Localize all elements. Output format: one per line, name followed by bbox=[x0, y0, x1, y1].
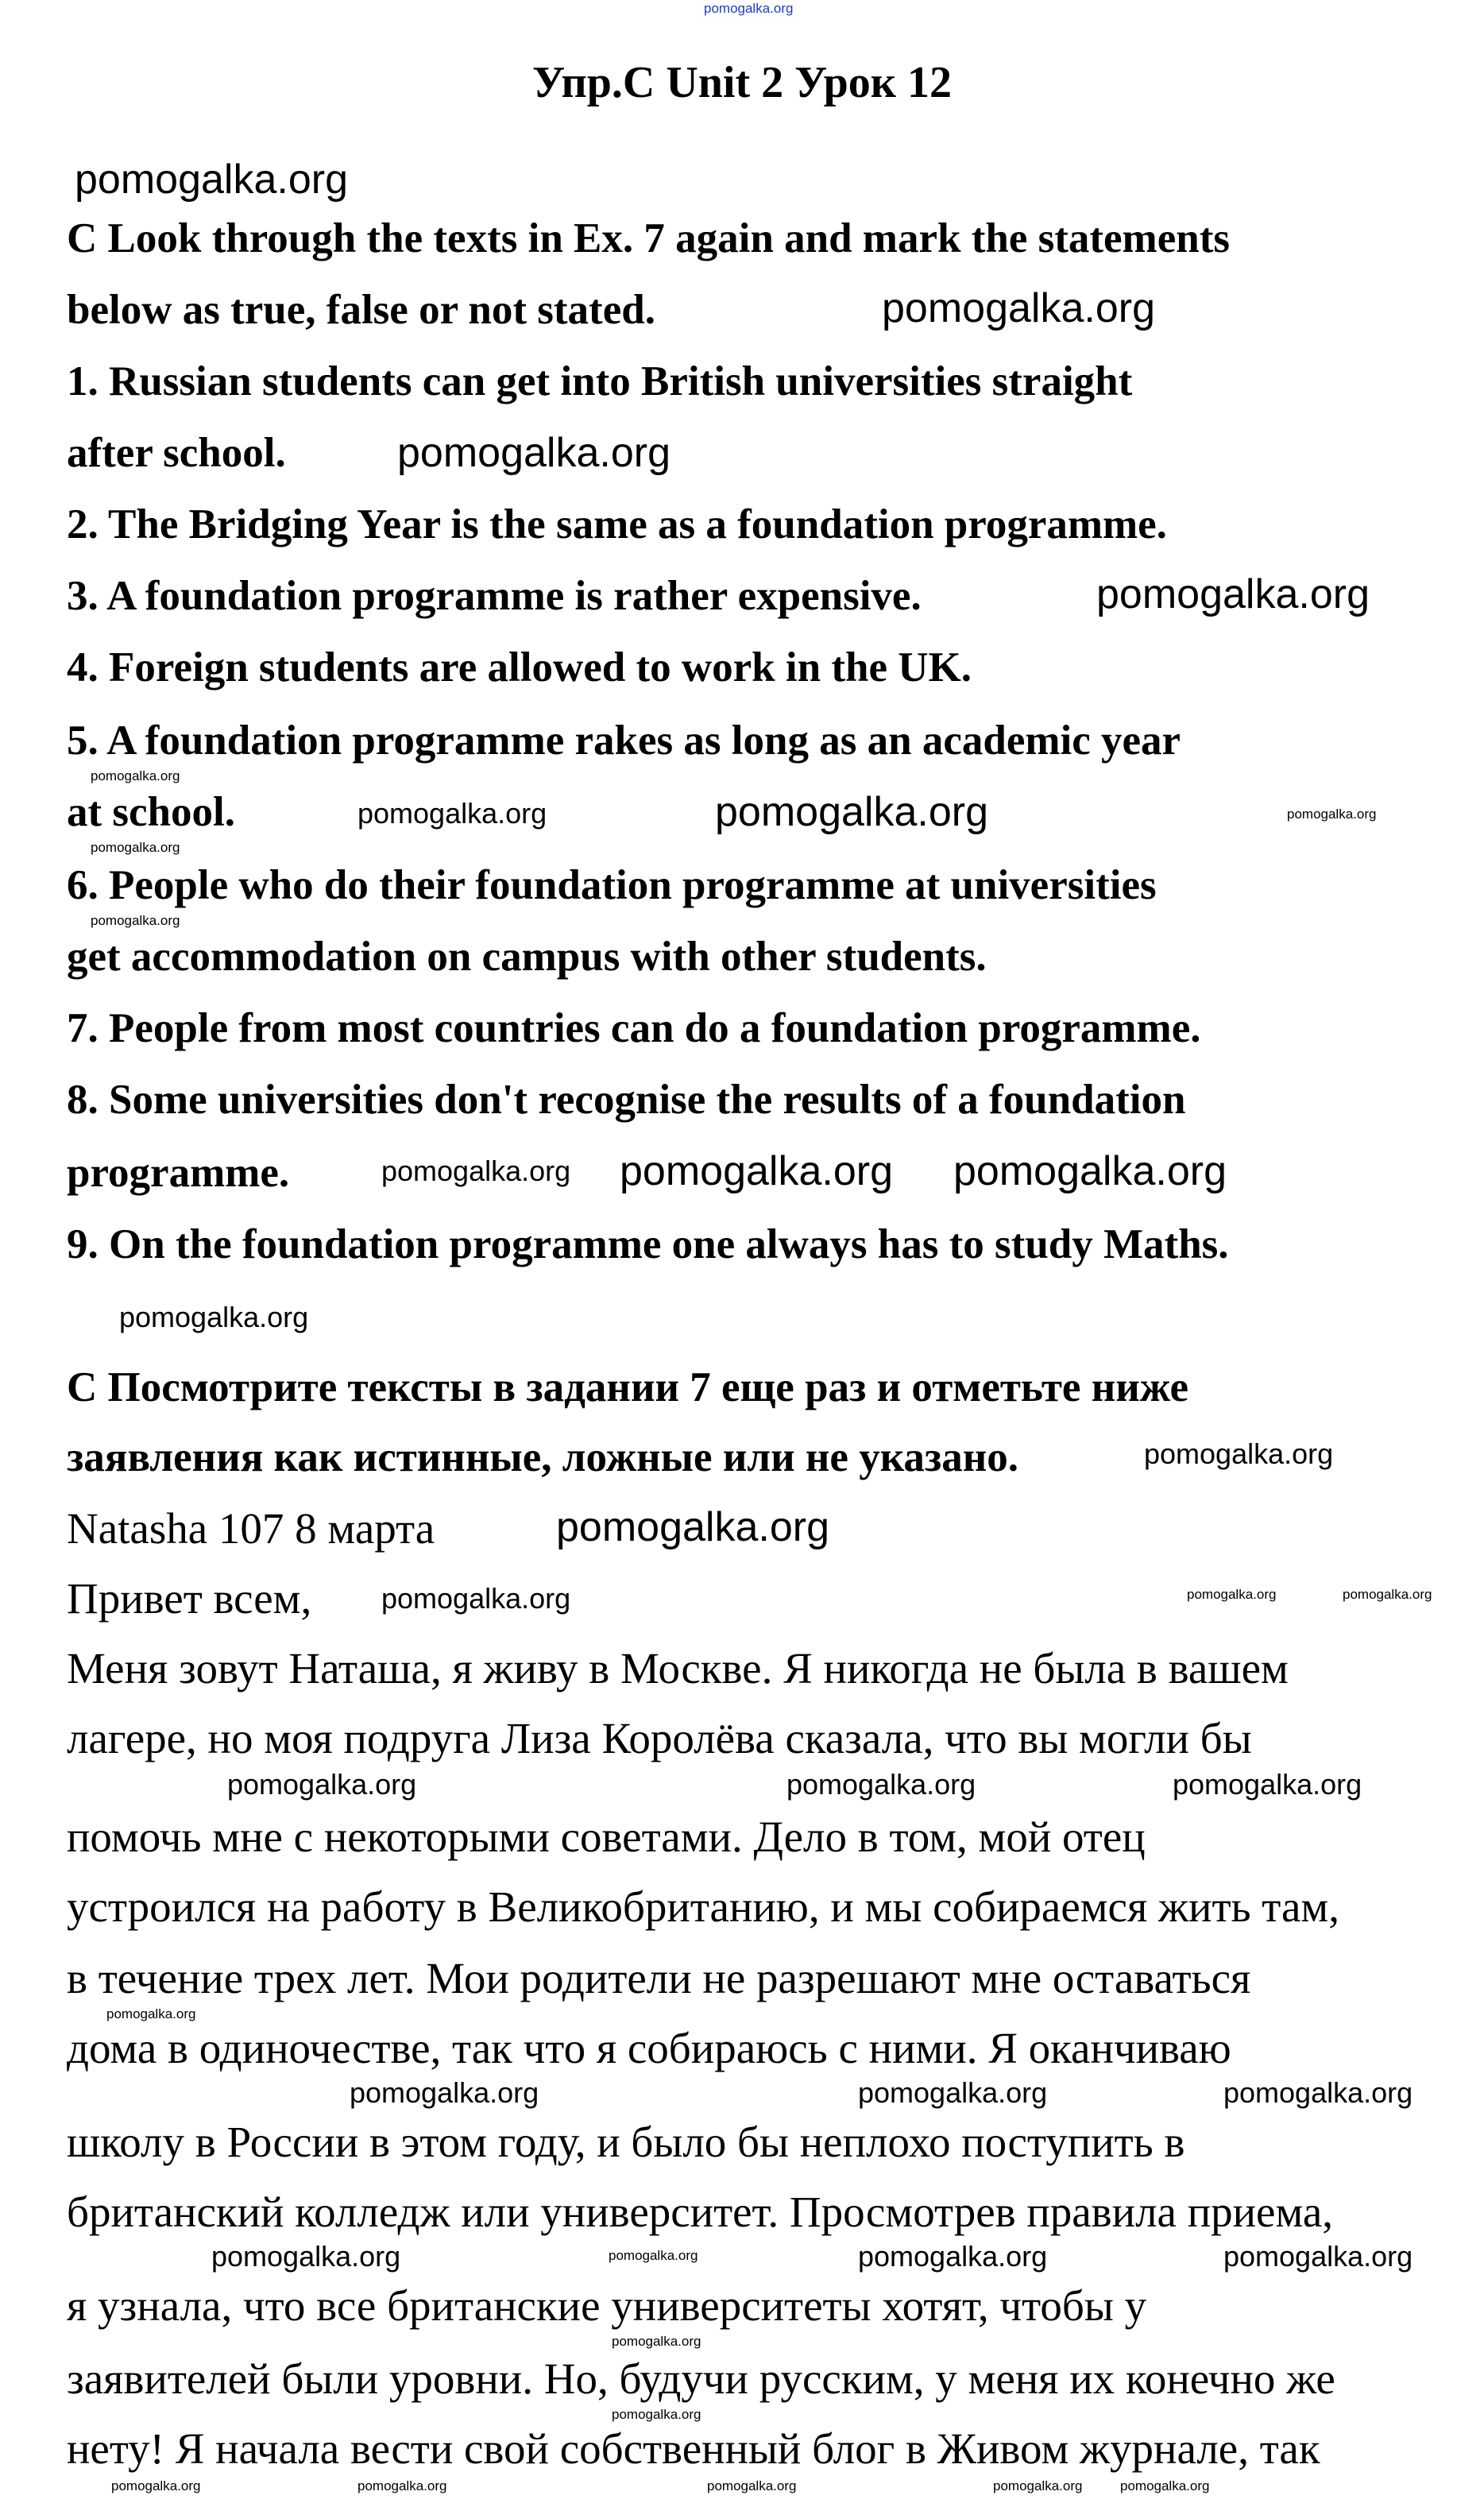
body-line: Меня зовут Наташа, я живу в Москве. Я никогда не была в вашем bbox=[67, 1644, 1289, 1693]
watermark: pomogalka.org bbox=[858, 2076, 1048, 2109]
watermark: pomogalka.org bbox=[1120, 2478, 1210, 2493]
statement-line: 9. On the foundation programme one always has to study Maths. bbox=[67, 1221, 1229, 1267]
watermark: pomogalka.org bbox=[397, 430, 671, 476]
watermark: pomogalka.org bbox=[1223, 2076, 1413, 2109]
body-line: школу в России в этом году, и было бы неплохо поступить в bbox=[67, 2118, 1185, 2166]
statement-line: 6. People who do their foundation programme at universities bbox=[67, 862, 1157, 908]
watermark: pomogalka.org bbox=[381, 1155, 571, 1187]
watermark: pomogalka.org bbox=[357, 2478, 447, 2493]
watermark: pomogalka.org bbox=[119, 1301, 309, 1333]
statement-line: after school. bbox=[67, 430, 286, 476]
watermark: pomogalka.org bbox=[1223, 2240, 1413, 2273]
watermark: pomogalka.org bbox=[1287, 807, 1377, 822]
watermark: pomogalka.org bbox=[953, 1148, 1227, 1194]
watermark: pomogalka.org bbox=[75, 157, 348, 203]
watermark: pomogalka.org bbox=[882, 285, 1155, 331]
statement-line: 2. The Bridging Year is the same as a foundation programme. bbox=[67, 501, 1167, 547]
body-line: британский колледж или университет. Просмотрев правила приема, bbox=[67, 2188, 1334, 2236]
statement-line: get accommodation on campus with other students. bbox=[67, 934, 987, 980]
body-line: заявителей были уровни. Но, будучи русским, у меня их конечно же bbox=[67, 2354, 1335, 2403]
translation-heading: заявления как истинные, ложные или не указано. bbox=[67, 1434, 1019, 1480]
statement-line: at school. bbox=[67, 789, 235, 835]
watermark: pomogalka.org bbox=[211, 2240, 401, 2273]
body-line: помочь мне с некоторыми советами. Дело в том, мой отец bbox=[67, 1812, 1146, 1861]
statement-line: programme. bbox=[67, 1150, 290, 1196]
watermark: pomogalka.org bbox=[106, 2006, 196, 2021]
statement-line: 4. Foreign students are allowed to work in the UK. bbox=[67, 644, 972, 691]
watermark: pomogalka.org bbox=[858, 2240, 1048, 2273]
exercise-instruction: below as true, false or not stated. bbox=[67, 287, 655, 333]
watermark: pomogalka.org bbox=[350, 2076, 539, 2109]
statement-line: 8. Some universities don't recognise the results of a foundation bbox=[67, 1077, 1186, 1123]
statement-line: 7. People from most countries can do a foundation programme. bbox=[67, 1005, 1201, 1051]
body-line: я узнала, что все британские университеты хотят, чтобы у bbox=[67, 2281, 1147, 2330]
statement-line: 5. A foundation programme rakes as long as an academic year bbox=[67, 718, 1181, 764]
statement-line: 3. A foundation programme is rather expensive. bbox=[67, 573, 922, 619]
watermark: pomogalka.org bbox=[1343, 1587, 1432, 1602]
watermark: pomogalka.org bbox=[1187, 1587, 1277, 1602]
watermark: pomogalka.org bbox=[993, 2478, 1083, 2493]
body-line: устроился на работу в Великобританию, и мы собираемся жить там, bbox=[67, 1882, 1339, 1931]
watermark: pomogalka.org bbox=[556, 1504, 829, 1550]
watermark: pomogalka.org bbox=[609, 2248, 698, 2263]
watermark: pomogalka.org bbox=[612, 2407, 701, 2422]
body-line: в течение трех лет. Мои родители не разрешают мне оставаться bbox=[67, 1954, 1251, 2002]
watermark: pomogalka.org bbox=[381, 1582, 571, 1615]
exercise-instruction: C Look through the texts in Ex. 7 again and mark the statements bbox=[67, 215, 1230, 261]
greeting: Привет всем, bbox=[67, 1574, 312, 1623]
author-line: Natasha 107 8 марта bbox=[67, 1504, 435, 1553]
watermark: pomogalka.org bbox=[227, 1768, 417, 1801]
watermark: pomogalka.org bbox=[91, 768, 180, 783]
page-title: Упр.C Unit 2 Урок 12 bbox=[531, 58, 953, 107]
watermark: pomogalka.org bbox=[715, 789, 988, 835]
watermark: pomogalka.org bbox=[1096, 571, 1370, 617]
watermark: pomogalka.org bbox=[357, 797, 547, 830]
watermark: pomogalka.org bbox=[707, 2478, 797, 2493]
body-line: нету! Я начала вести свой собственный блог в Живом журнале, так bbox=[67, 2424, 1320, 2473]
body-line: лагере, но моя подруга Лиза Королёва сказала, что вы могли бы bbox=[67, 1714, 1252, 1762]
watermark: pomogalka.org bbox=[1144, 1437, 1334, 1470]
watermark: pomogalka.org bbox=[786, 1768, 976, 1801]
statement-line: 1. Russian students can get into British universities straight bbox=[67, 358, 1133, 404]
watermark: pomogalka.org bbox=[620, 1148, 893, 1194]
watermark: pomogalka.org bbox=[111, 2478, 201, 2493]
translation-heading: С Посмотрите тексты в задании 7 еще раз и отметьте ниже bbox=[67, 1364, 1189, 1410]
watermark: pomogalka.org bbox=[704, 1, 794, 16]
body-line: дома в одиночестве, так что я собираюсь с ними. Я оканчиваю bbox=[67, 2024, 1231, 2072]
watermark: pomogalka.org bbox=[91, 913, 180, 928]
watermark: pomogalka.org bbox=[1173, 1768, 1362, 1801]
watermark: pomogalka.org bbox=[612, 2334, 701, 2349]
watermark: pomogalka.org bbox=[91, 840, 180, 855]
